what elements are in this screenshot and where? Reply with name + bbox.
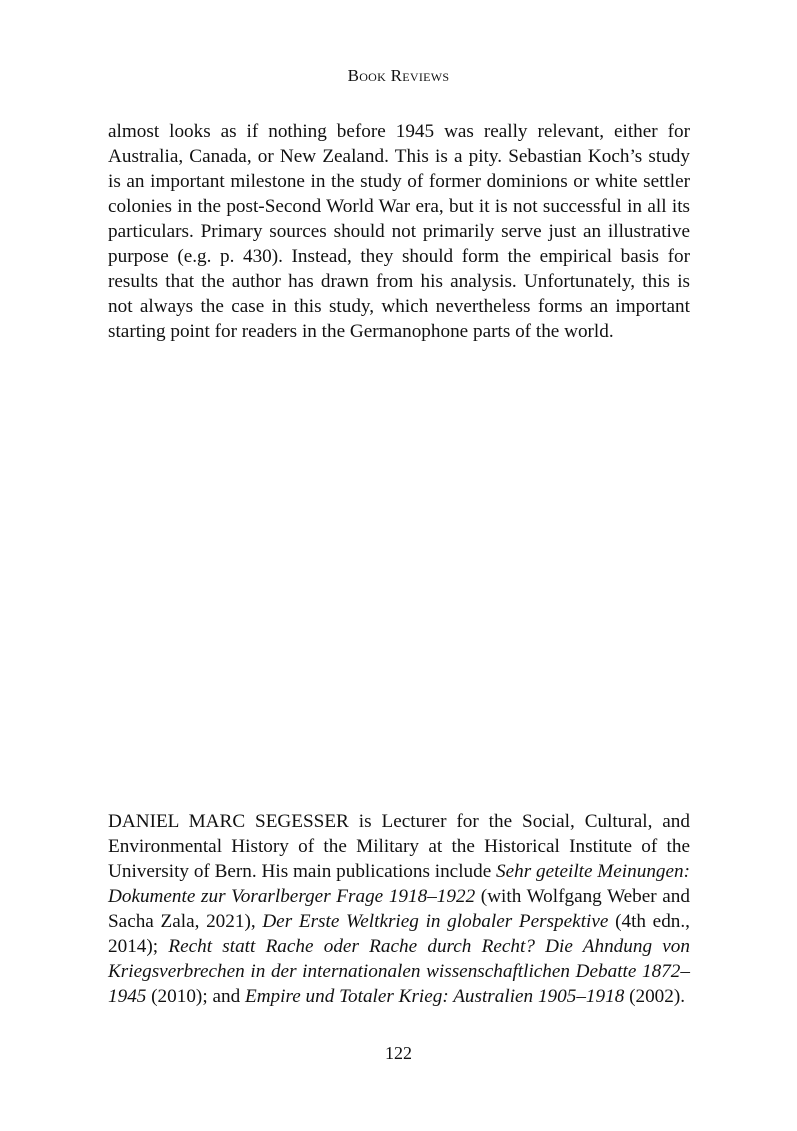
bio-work-note: (4th edn., 2014); bbox=[108, 911, 690, 957]
review-closing-paragraph: almost looks as if nothing before 1945 was really relevant, either for Australia, Canada, or New Zealand. This is a pity. Sebastian Koch’s study is an important milestone in the study of former dominions or white settler colonies in the post-Second World War era, but it is not successful in all its particulars. Primary sources should not primarily serve just an illustrative purpose (e.g. p. 430). Instead, they should form the empirical basis for results that the author has drawn from his analysis. Unfortunately, this is not always the case in this study, which nevertheless forms an important starting point for readers in the Germanophone parts of the world. bbox=[108, 121, 690, 342]
bio-intro: DANIEL MARC SEGESSER is Lecturer for the Social, Cultural, and Environmental History of the Military at the Historical Institute of the University of Bern. His main publications include bbox=[108, 811, 690, 882]
bio-work-title: Sehr geteilte Meinungen: Dokumente zur Vorarlberger Frage 1918–1922 bbox=[108, 861, 691, 907]
review-closing bbox=[108, 119, 690, 344]
bio-work-title: Empire und Totaler Krieg: Australien 1905–1918 bbox=[244, 986, 625, 1007]
author-bio bbox=[108, 809, 690, 1009]
running-head: Book Reviews bbox=[347, 66, 450, 85]
bio-work-note: (2002). bbox=[624, 986, 686, 1007]
bio-work-title: Der Erste Weltkrieg in globaler Perspektive bbox=[262, 911, 609, 932]
page-number: 122 bbox=[385, 1043, 412, 1063]
author-bio-paragraph bbox=[108, 809, 690, 1009]
bio-work-note: (2010); and bbox=[146, 986, 245, 1007]
bio-work-note: (with Wolfgang Weber and Sacha Zala, 2021), bbox=[108, 886, 690, 932]
bio-work-title: Recht statt Rache oder Rache durch Recht? Die Ahndung von Kriegsverbrechen in der internationalen wissenschaftlichen Debatte 1872–1945 bbox=[108, 936, 690, 1007]
